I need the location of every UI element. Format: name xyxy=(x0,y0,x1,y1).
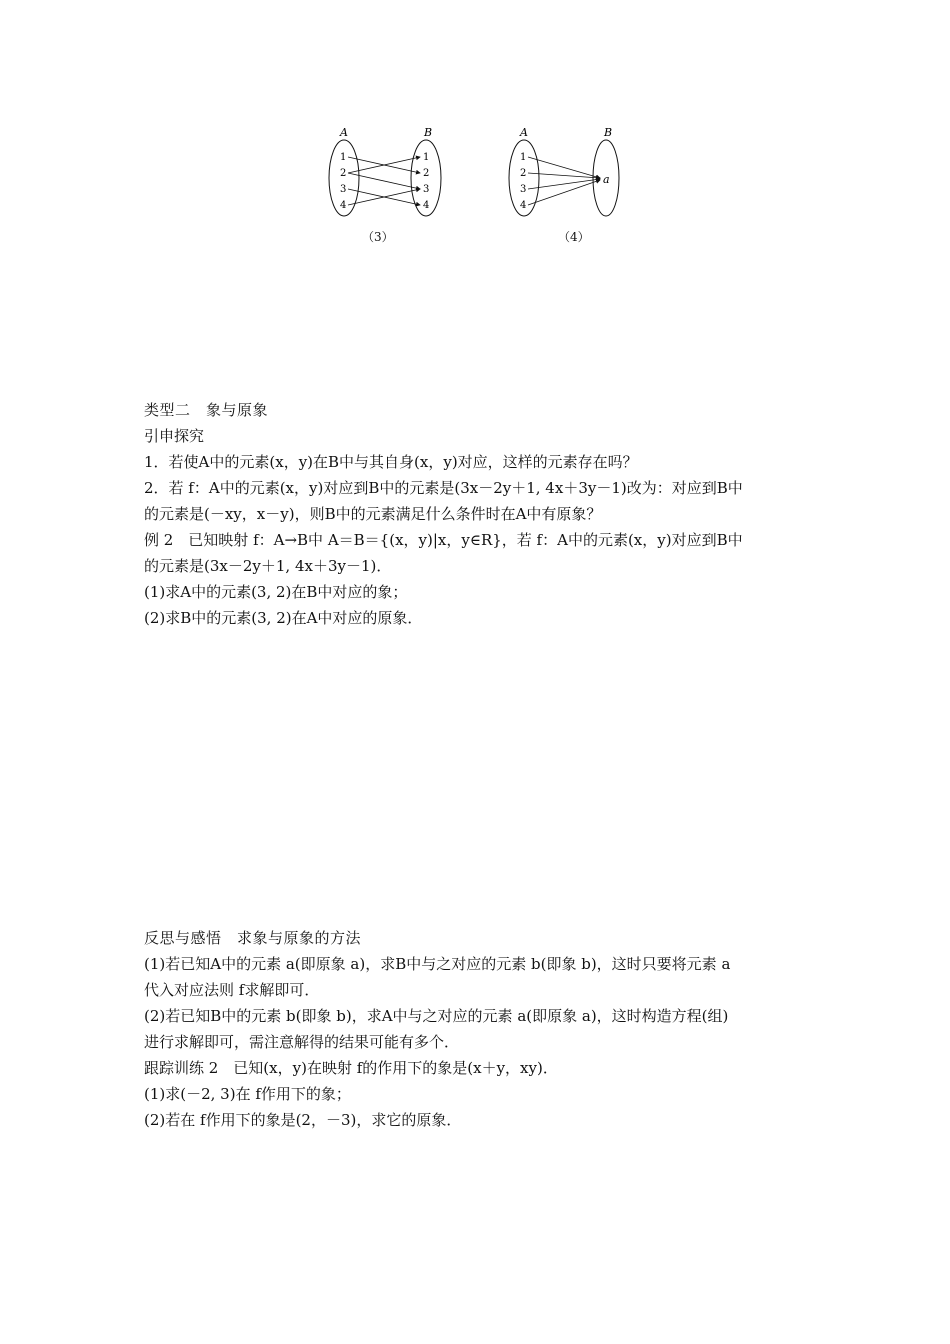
b-element: 2 xyxy=(423,168,430,179)
a-element: 4 xyxy=(520,200,527,211)
set-b-label: B xyxy=(604,126,613,139)
method-1-line-1: (1)若已知A中的元素 a(即原象 a)，求B中与之对应的元素 b(即象 b)，这时只要将元素 a xyxy=(144,955,731,973)
example-2-part-2: (2)求B中的元素(3, 2)在A中对应的原象． xyxy=(144,609,423,627)
question-2-line-2: 的元素是(－xy，x－y)，则B中的元素满足什么条件时在A中有原象？ xyxy=(144,505,602,523)
example-2-part-1: (1)求A中的元素(3, 2)在B中对应的象； xyxy=(144,583,408,601)
method-1-line-2: 代入对应法则 f求解即可． xyxy=(144,981,320,999)
method-2-line-2: 进行求解即可，需注意解得的结果可能有多个． xyxy=(144,1033,460,1051)
figure-caption-4: （4） xyxy=(558,230,590,244)
example-2-line-1: 例 2 已知映射 f：A→B中 A＝B＝{(x，y)|x，y∈R}，若 f：A中的元素(x，y)对应到B中 xyxy=(144,531,743,549)
b-element: 1 xyxy=(423,152,430,163)
mapping-diagram-4 xyxy=(500,120,630,225)
subsection-title: 引申探究 xyxy=(144,427,205,445)
question-1: 1．若使A中的元素(x，y)在B中与其自身(x，y)对应，这样的元素存在吗？ xyxy=(144,453,638,471)
method-2-line-1: (2)若已知B中的元素 b(即象 b)，求A中与之对应的元素 a(即原象 a)，这时构造方程(组) xyxy=(144,1007,729,1025)
b-element: a xyxy=(603,173,610,186)
a-element: 2 xyxy=(340,168,347,179)
practice-2-part-1: (1)求(－2, 3)在 f作用下的象； xyxy=(144,1085,351,1103)
b-element: 3 xyxy=(423,184,430,195)
a-element: 1 xyxy=(340,152,347,163)
a-element: 3 xyxy=(340,184,347,195)
a-element: 1 xyxy=(520,152,527,163)
example-2-line-2: 的元素是(3x－2y＋1, 4x＋3y－1)． xyxy=(144,557,392,575)
mapping-diagram-3 xyxy=(320,120,450,225)
practice-2: 跟踪训练 2 已知(x，y)在映射 f的作用下的象是(x＋y，xy)． xyxy=(144,1059,558,1077)
practice-2-part-2: (2)若在 f作用下的象是(2，－3)，求它的原象． xyxy=(144,1111,462,1129)
section-title: 反思与感悟 求象与原象的方法 xyxy=(144,929,362,947)
a-element: 2 xyxy=(520,168,527,179)
figure-caption-3: （3） xyxy=(362,230,394,244)
question-2-line-1: 2．若 f：A中的元素(x，y)对应到B中的元素是(3x－2y＋1, 4x＋3y－1)改为：对应到B中 xyxy=(144,479,743,497)
b-element: 4 xyxy=(423,200,430,211)
section-reflection xyxy=(144,925,824,1133)
a-element: 3 xyxy=(520,184,527,195)
mapping-figure-4 xyxy=(500,120,630,225)
mapping-figure-3 xyxy=(320,120,450,225)
set-a-label: A xyxy=(520,126,528,139)
set-a-label: A xyxy=(340,126,348,139)
section-type-two xyxy=(144,397,824,631)
set-b-label: B xyxy=(424,126,433,139)
a-element: 4 xyxy=(340,200,347,211)
section-title: 类型二 象与原象 xyxy=(144,401,269,419)
